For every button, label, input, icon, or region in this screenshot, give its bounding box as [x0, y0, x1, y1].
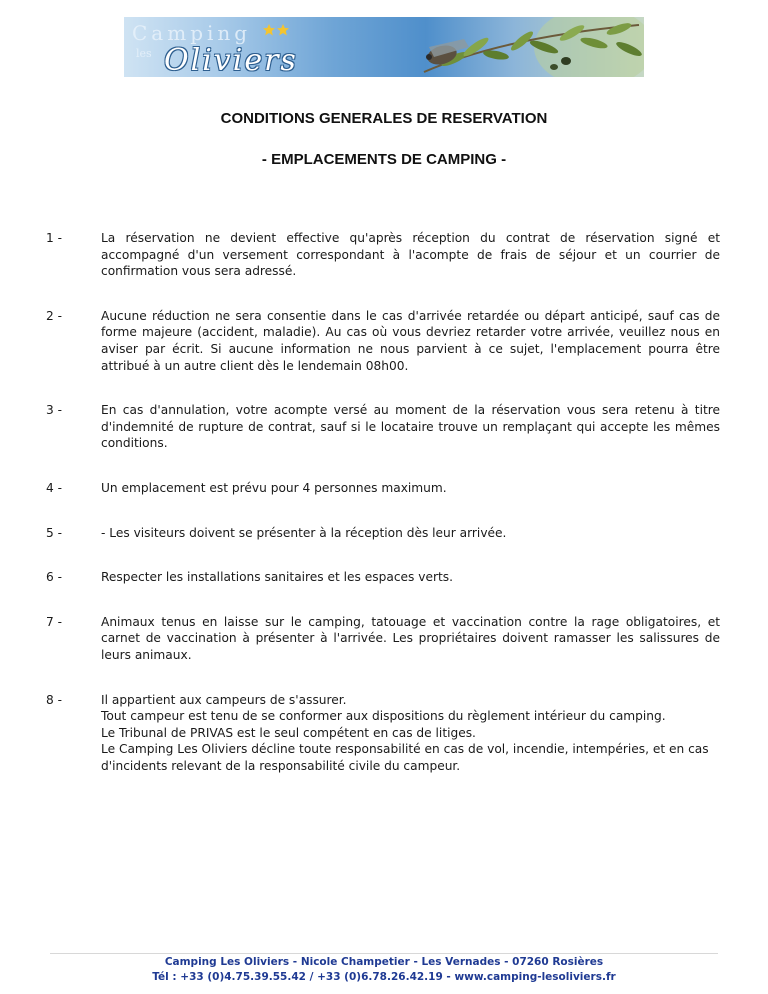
footer-divider [50, 953, 718, 954]
condition-item-3 [46, 402, 720, 452]
conditions-list [46, 230, 720, 802]
item-line: Animaux tenus en laisse sur le camping, tatouage et vaccination contre la rage obligatoires, et carnet de vaccination à présenter à l'arrivée. Les propriétaires doivent ramasser les salissures de leurs animaux. [101, 614, 720, 662]
item-number: 8 - [46, 692, 63, 707]
item-text [101, 614, 720, 664]
condition-item-8 [46, 692, 720, 775]
logo-les-text: les [136, 47, 152, 60]
document-title: CONDITIONS GENERALES DE RESERVATION [220, 110, 548, 127]
item-line: Respecter les installations sanitaires et les espaces verts. [101, 570, 453, 585]
item-number: 1 - [46, 231, 63, 245]
item-line: Aucune réduction ne sera consentie dans le cas d'arrivée retardée ou départ anticipé, sauf cas de forme majeure (accident, maladie). Au cas où vous devriez retarder votre arrivée, veuillez nous en aviser par écrit. Si aucune information ne nous parvient à ce sujet, l'emplacement pourra être attribué à un autre client dès le lendemain 08h00. [101, 308, 720, 373]
item-number: 4 - [46, 480, 63, 495]
condition-item-6 [46, 569, 720, 586]
logo-camping-text: Camping [132, 21, 252, 45]
item-text [101, 230, 720, 280]
item-line: Un emplacement est prévu pour 4 personnes maximum. [101, 480, 447, 495]
item-text [101, 525, 720, 542]
item-number: 7 - [46, 614, 63, 629]
item-line: Le Camping Les Oliviers décline toute responsabilité en cas de vol, incendie, intempéries, et en cas d'incidents relevant de la responsabilité civile du campeur. [101, 742, 709, 773]
item-number: 5 - [46, 525, 63, 540]
item-text [101, 402, 720, 452]
condition-item-7 [46, 614, 720, 664]
item-text [101, 308, 720, 374]
item-number: 2 - [46, 308, 63, 323]
document-subtitle: - EMPLACEMENTS DE CAMPING - [261, 151, 507, 168]
condition-item-2 [46, 308, 720, 374]
item-text [101, 569, 720, 586]
item-text [101, 480, 720, 497]
header-banner [124, 17, 644, 77]
footer-address: Camping Les Oliviers - Nicole Champetier - Les Vernades - 07260 Rosières [164, 956, 604, 968]
item-text [101, 692, 720, 775]
item-line: Le Tribunal de PRIVAS est le seul compétent en cas de litiges. [101, 725, 476, 740]
logo-oliviers-text: Oliviers [164, 43, 298, 77]
condition-item-4 [46, 480, 720, 497]
footer-contact: Tél : +33 (0)4.75.39.55.42 / +33 (0)6.78.26.42.19 - www.camping-lesoliviers.fr [152, 971, 616, 983]
item-line: Tout campeur est tenu de se conformer aux dispositions du règlement intérieur du camping. [101, 709, 666, 724]
two-stars-icon [262, 23, 292, 37]
condition-item-5 [46, 525, 720, 542]
item-line: Il appartient aux campeurs de s'assurer. [101, 692, 347, 707]
item-line: En cas d'annulation, votre acompte versé au moment de la réservation vous sera retenu à titre d'indemnité de rupture de contrat, sauf si le locataire trouve un remplaçant qui accepte les mêmes conditions. [101, 403, 720, 451]
item-number: 3 - [46, 403, 63, 418]
item-line: La réservation ne devient effective qu'après réception du contrat de réservation signé et accompagné d'un versement correspondant à l'acompte de frais de séjour et un courrier de confirmation vous sera adressé. [101, 231, 720, 279]
item-line: - Les visiteurs doivent se présenter à la réception dès leur arrivée. [101, 525, 507, 540]
item-number: 6 - [46, 570, 63, 585]
condition-item-1 [46, 230, 720, 280]
